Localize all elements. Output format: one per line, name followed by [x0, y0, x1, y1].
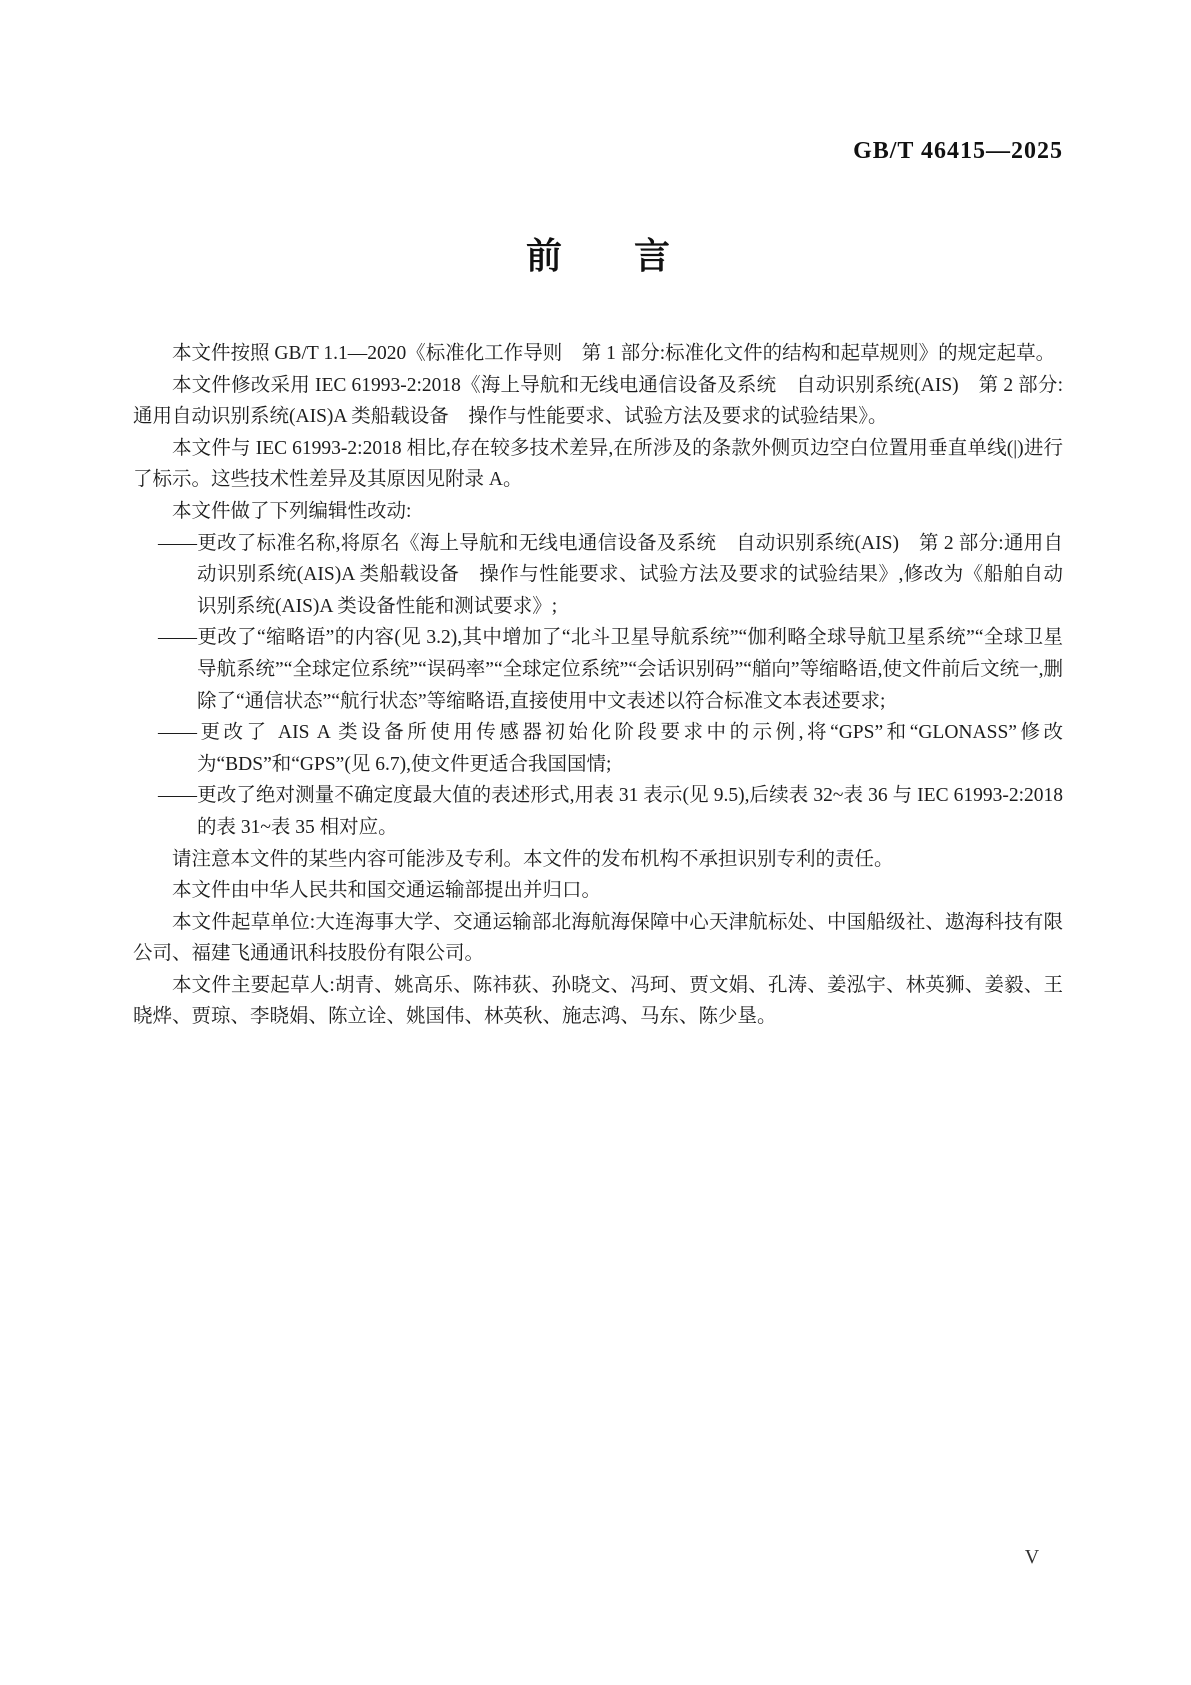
foreword-paragraph: [133, 496, 1063, 528]
bullet-dash: ——: [158, 722, 197, 744]
foreword-paragraph: [133, 338, 1063, 370]
foreword-paragraph: [133, 433, 1063, 496]
foreword-paragraph: [133, 370, 1063, 433]
foreword-body: [133, 338, 1063, 1033]
editorial-change-item: [133, 780, 1063, 843]
editorial-change-text: 更改了绝对测量不确定度最大值的表述形式,用表 31 表示(见 9.5),后续表 32~表 36 与 IEC 61993-2:2018 的表 31~表 35 相对应。: [197, 785, 1063, 838]
paragraph-text: 请注意本文件的某些内容可能涉及专利。本文件的发布机构不承担识别专利的责任。: [172, 848, 894, 870]
paragraph-text: 本文件起草单位:大连海事大学、交通运输部北海航海保障中心天津航标处、中国船级社、遨海科技有限公司、福建飞通通讯科技股份有限公司。: [133, 911, 1063, 965]
foreword-paragraph: [133, 907, 1063, 970]
paragraph-text: 本文件做了下列编辑性改动:: [172, 500, 412, 522]
editorial-change-text: 更改了 AIS A 类设备所使用传感器初始化阶段要求中的示例,将“GPS”和“GLONASS”修改为“BDS”和“GPS”(见 6.7),使文件更适合我国国情;: [197, 722, 1063, 775]
editorial-change-item: [133, 528, 1063, 623]
foreword-paragraph: [133, 844, 1063, 876]
editorial-change-item: [133, 622, 1063, 717]
bullet-dash: ——: [158, 785, 197, 807]
standard-number: GB/T 46415—2025: [853, 138, 1063, 164]
editorial-change-text: 更改了“缩略语”的内容(见 3.2),其中增加了“北斗卫星导航系统”“伽利略全球导航卫星系统”“全球卫星导航系统”“全球定位系统”“误码率”“全球定位系统”“会话识别码”“艏向”等缩略语,使文件前后文统一,删除了“通信状态”“航行状态”等缩略语,直接使用中文表述以符合标准文本表述要求;: [197, 627, 1063, 712]
paragraph-text: 本文件主要起草人:胡青、姚高乐、陈祎荻、孙晓文、冯珂、贾文娟、孔涛、姜泓宇、林英狮、姜毅、王晓烨、贾琼、李晓娟、陈立诠、姚国伟、林英秋、施志鸿、马东、陈少垦。: [133, 974, 1063, 1028]
paragraph-text: 本文件修改采用 IEC 61993-2:2018《海上导航和无线电通信设备及系统 自动识别系统(AIS) 第 2 部分:通用自动识别系统(AIS)A 类船载设备 操作与性能要求、试验方法及要求的试验结果》。: [133, 374, 1063, 428]
editorial-change-text: 更改了标准名称,将原名《海上导航和无线电通信设备及系统 自动识别系统(AIS) 第 2 部分:通用自动识别系统(AIS)A 类船载设备 操作与性能要求、试验方法及要求的试验结果》,修改为《船舶自动识别系统(AIS)A 类设备性能和测试要求》;: [197, 532, 1063, 617]
foreword-paragraph: [133, 875, 1063, 907]
bullet-dash: ——: [158, 627, 197, 649]
paragraph-text: 本文件与 IEC 61993-2:2018 相比,存在较多技术差异,在所涉及的条款外侧页边空白位置用垂直单线(|)进行了标示。这些技术性差异及其原因见附录 A。: [133, 437, 1063, 491]
paragraph-text: 本文件由中华人民共和国交通运输部提出并归口。: [172, 880, 602, 902]
editorial-change-item: [133, 717, 1063, 780]
paragraph-text: 本文件按照 GB/T 1.1—2020《标准化工作导则 第 1 部分:标准化文件的结构和起草规则》的规定起草。: [172, 343, 1056, 364]
bullet-dash: ——: [158, 532, 197, 554]
foreword-paragraph: [133, 970, 1063, 1033]
page-title: 前 言: [525, 235, 670, 276]
page-number: V: [1024, 1546, 1040, 1568]
